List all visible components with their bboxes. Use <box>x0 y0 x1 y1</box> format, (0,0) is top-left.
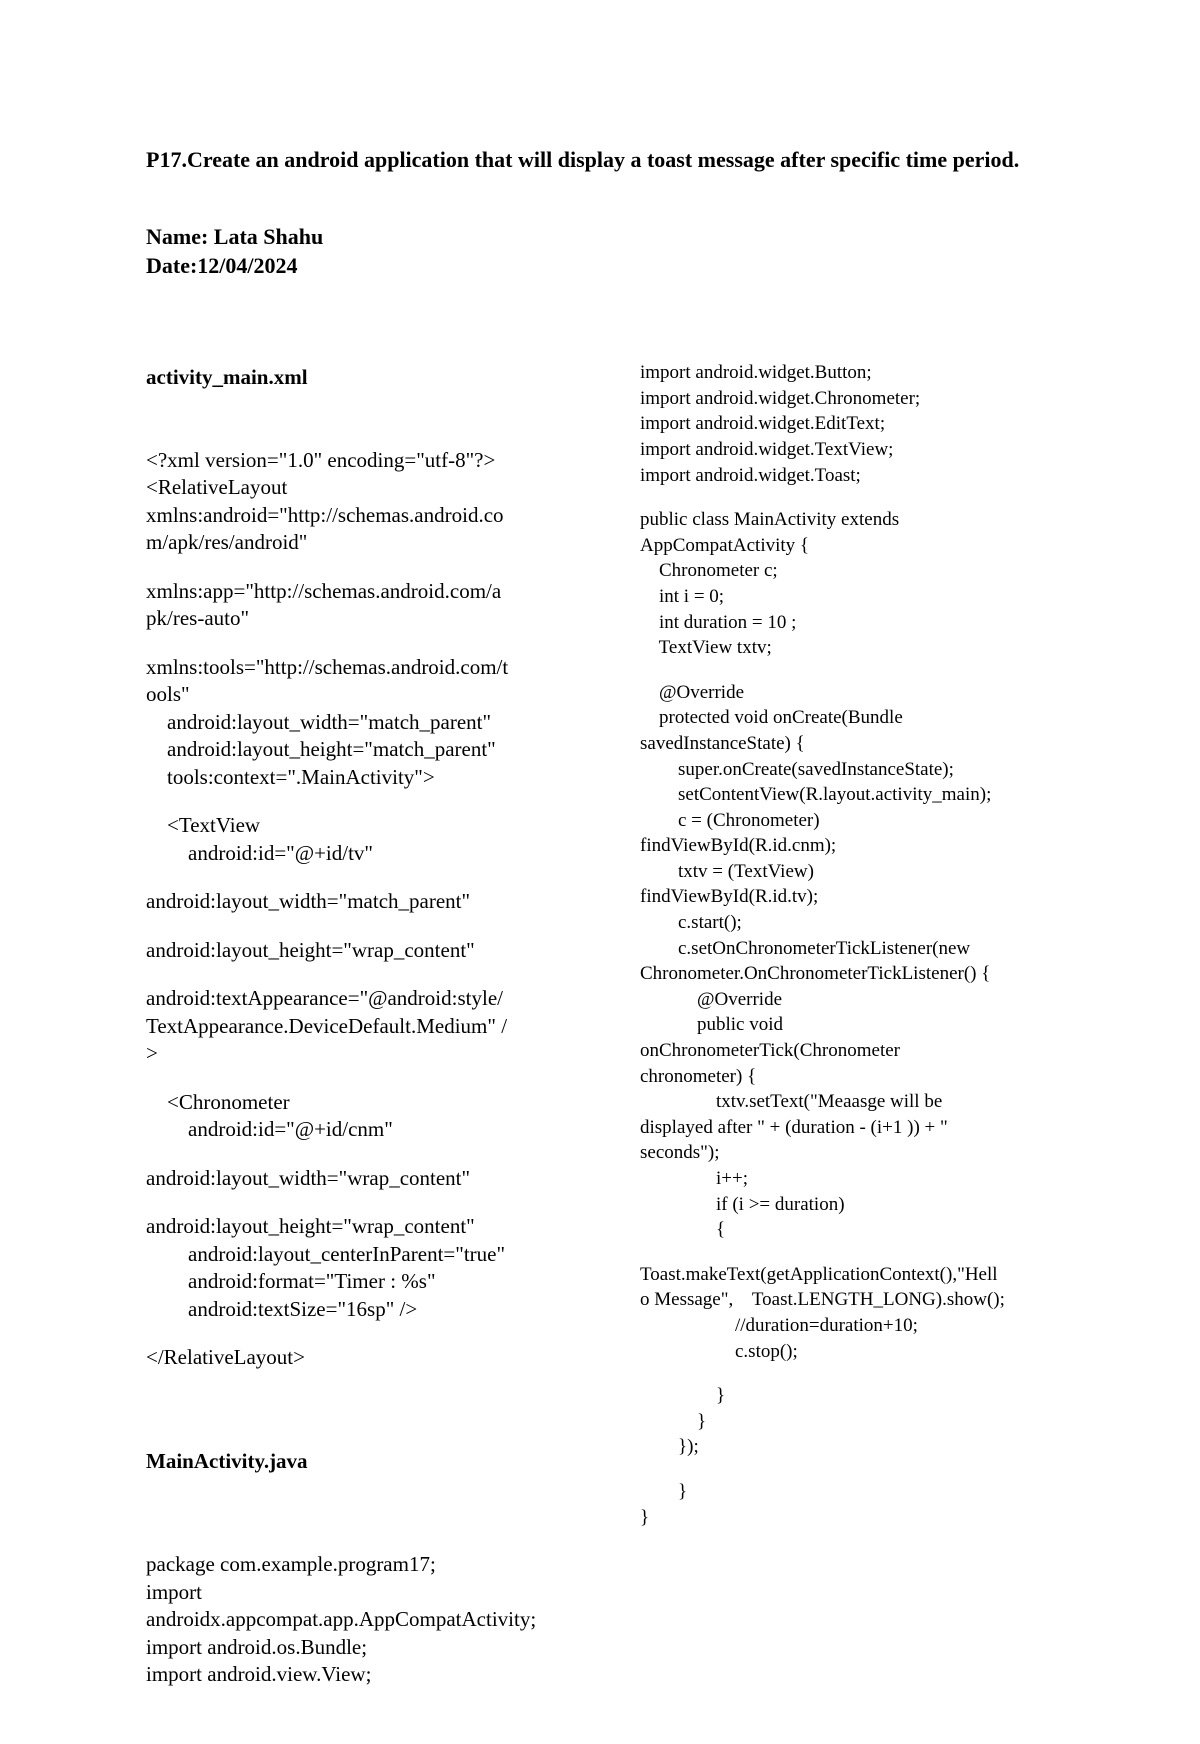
code-line: onChronometerTick(Chronometer <box>640 1040 900 1062</box>
code-line: c.setOnChronometerTickListener(new <box>640 937 971 959</box>
code-line: @Override <box>640 681 745 703</box>
code-line <box>146 964 586 985</box>
code-line: import <box>146 1579 202 1604</box>
code-line: xmlns:android="http://schemas.android.co <box>146 502 504 527</box>
code-line <box>146 1068 586 1089</box>
code-line: xmlns:app="http://schemas.android.com/a <box>146 578 502 603</box>
code-line: android:textAppearance="@android:style/ <box>146 986 503 1010</box>
xml-code-block <box>146 447 586 1393</box>
code-line: import android.widget.Button; <box>640 362 872 384</box>
xml-file-title: activity_main.xml <box>146 365 308 389</box>
code-line: m/apk/res/android" <box>146 530 308 554</box>
code-line: findViewById(R.id.cnm); <box>640 835 837 857</box>
java-file-title: MainActivity.java <box>146 1448 308 1473</box>
code-line <box>146 1144 586 1165</box>
code-line: @Override <box>640 988 783 1010</box>
code-line: o Message", Toast.LENGTH_LONG).show(); <box>640 1289 1005 1311</box>
code-line: TextView txtv; <box>640 637 772 659</box>
code-line: if (i >= duration) <box>640 1193 845 1215</box>
code-line: int duration = 10 ; <box>640 611 797 633</box>
code-line: import android.os.Bundle; <box>146 1634 368 1659</box>
code-line: c.stop(); <box>640 1340 798 1362</box>
code-line: import android.widget.Toast; <box>640 464 861 486</box>
code-line: public void <box>640 1014 784 1036</box>
code-line: Chronometer.OnChronometerTickListener() { <box>640 963 991 985</box>
code-line <box>146 633 586 654</box>
code-line: android:layout_width="match_parent" <box>146 889 471 913</box>
code-line: txtv.setText("Meaasge will be <box>640 1091 943 1113</box>
author-info <box>146 222 323 280</box>
code-line: savedInstanceState) { <box>640 732 805 754</box>
code-line: } <box>640 1385 726 1407</box>
code-line: displayed after " + (duration - (i+1 )) + " <box>640 1116 948 1138</box>
code-line: android:format="Timer : %s" <box>146 1269 436 1293</box>
code-line: android:layout_width="wrap_content" <box>146 1165 471 1190</box>
code-line: int i = 0; <box>640 585 725 607</box>
code-line: import android.widget.EditText; <box>640 413 886 435</box>
code-line: > <box>146 1041 158 1065</box>
code-line: android:layout_height="match_parent" <box>146 737 496 761</box>
left-column <box>146 309 586 1744</box>
code-line: import android.view.View; <box>146 1662 372 1686</box>
code-line: } <box>640 1506 650 1528</box>
code-line: chronometer) { <box>640 1065 757 1087</box>
code-line: package com.example.program17; <box>146 1552 436 1576</box>
code-line: AppCompatActivity { <box>640 534 810 556</box>
code-line: <RelativeLayout <box>146 475 288 499</box>
code-line: seconds"); <box>640 1142 720 1164</box>
code-line <box>146 916 586 937</box>
code-line <box>640 661 1080 680</box>
code-line: } <box>640 1480 688 1502</box>
code-line: </RelativeLayout> <box>146 1345 305 1369</box>
code-line: { <box>640 1219 726 1241</box>
code-line <box>146 867 586 888</box>
name-line: Name: Lata Shahu <box>146 224 324 249</box>
code-line: Chronometer c; <box>640 560 778 582</box>
code-line: android:textSize="16sp" /> <box>146 1296 418 1321</box>
code-line: android:layout_height="wrap_content" <box>146 937 475 962</box>
code-line: setContentView(R.layout.activity_main); <box>640 784 992 806</box>
code-line: c = (Chronometer) <box>640 809 820 831</box>
code-line: }); <box>640 1436 699 1458</box>
code-line: pk/res-auto" <box>146 606 250 630</box>
code-line: ools" <box>146 682 190 706</box>
code-line: protected void onCreate(Bundle <box>640 707 903 729</box>
code-line: <TextView <box>146 813 261 837</box>
code-line <box>146 1372 586 1393</box>
code-line: //duration=duration+10; <box>640 1314 918 1336</box>
code-line: Toast.makeText(getApplicationContext(),"Hell <box>640 1263 998 1285</box>
code-line: findViewById(R.id.tv); <box>640 886 819 908</box>
code-line: import android.widget.Chronometer; <box>640 387 921 409</box>
code-line: i++; <box>640 1168 748 1189</box>
code-line <box>146 557 586 578</box>
code-line <box>146 1323 586 1344</box>
code-line: public class MainActivity extends <box>640 509 900 531</box>
right-column <box>640 309 1080 1581</box>
code-line: <?xml version="1.0" encoding="utf-8"?> <box>146 447 496 472</box>
code-line: android:layout_width="match_parent" <box>146 709 492 734</box>
code-line: } <box>640 1410 707 1432</box>
java-code-block-left <box>146 1530 586 1689</box>
code-line: super.onCreate(savedInstanceState); <box>640 758 954 780</box>
code-line: c.start(); <box>640 912 742 934</box>
code-line <box>146 1530 586 1551</box>
code-line: android:layout_centerInParent="true" <box>146 1241 506 1266</box>
code-line <box>640 1460 1080 1479</box>
code-line <box>640 1364 1080 1383</box>
document-heading: P17.Create an android application that will display a toast message after specific time period. <box>146 147 1020 172</box>
code-line: android:id="@+id/cnm" <box>146 1117 393 1141</box>
code-line: android:id="@+id/tv" <box>146 840 373 865</box>
code-line: TextAppearance.DeviceDefault.Medium" / <box>146 1013 508 1038</box>
date-line: Date:12/04/2024 <box>146 253 298 278</box>
code-line <box>640 488 1080 507</box>
code-line: import android.widget.TextView; <box>640 438 894 460</box>
code-line <box>640 1243 1080 1262</box>
code-line: androidx.appcompat.app.AppCompatActivity; <box>146 1607 537 1631</box>
code-line <box>146 1192 586 1213</box>
code-line: xmlns:tools="http://schemas.android.com/t <box>146 654 509 679</box>
code-line: android:layout_height="wrap_content" <box>146 1214 475 1238</box>
code-line: <Chronometer <box>146 1089 290 1114</box>
code-line: txtv = (TextView) <box>640 860 814 882</box>
code-line: tools:context=".MainActivity"> <box>146 764 435 789</box>
java-code-block-right <box>640 360 1080 1530</box>
code-line <box>146 791 586 812</box>
